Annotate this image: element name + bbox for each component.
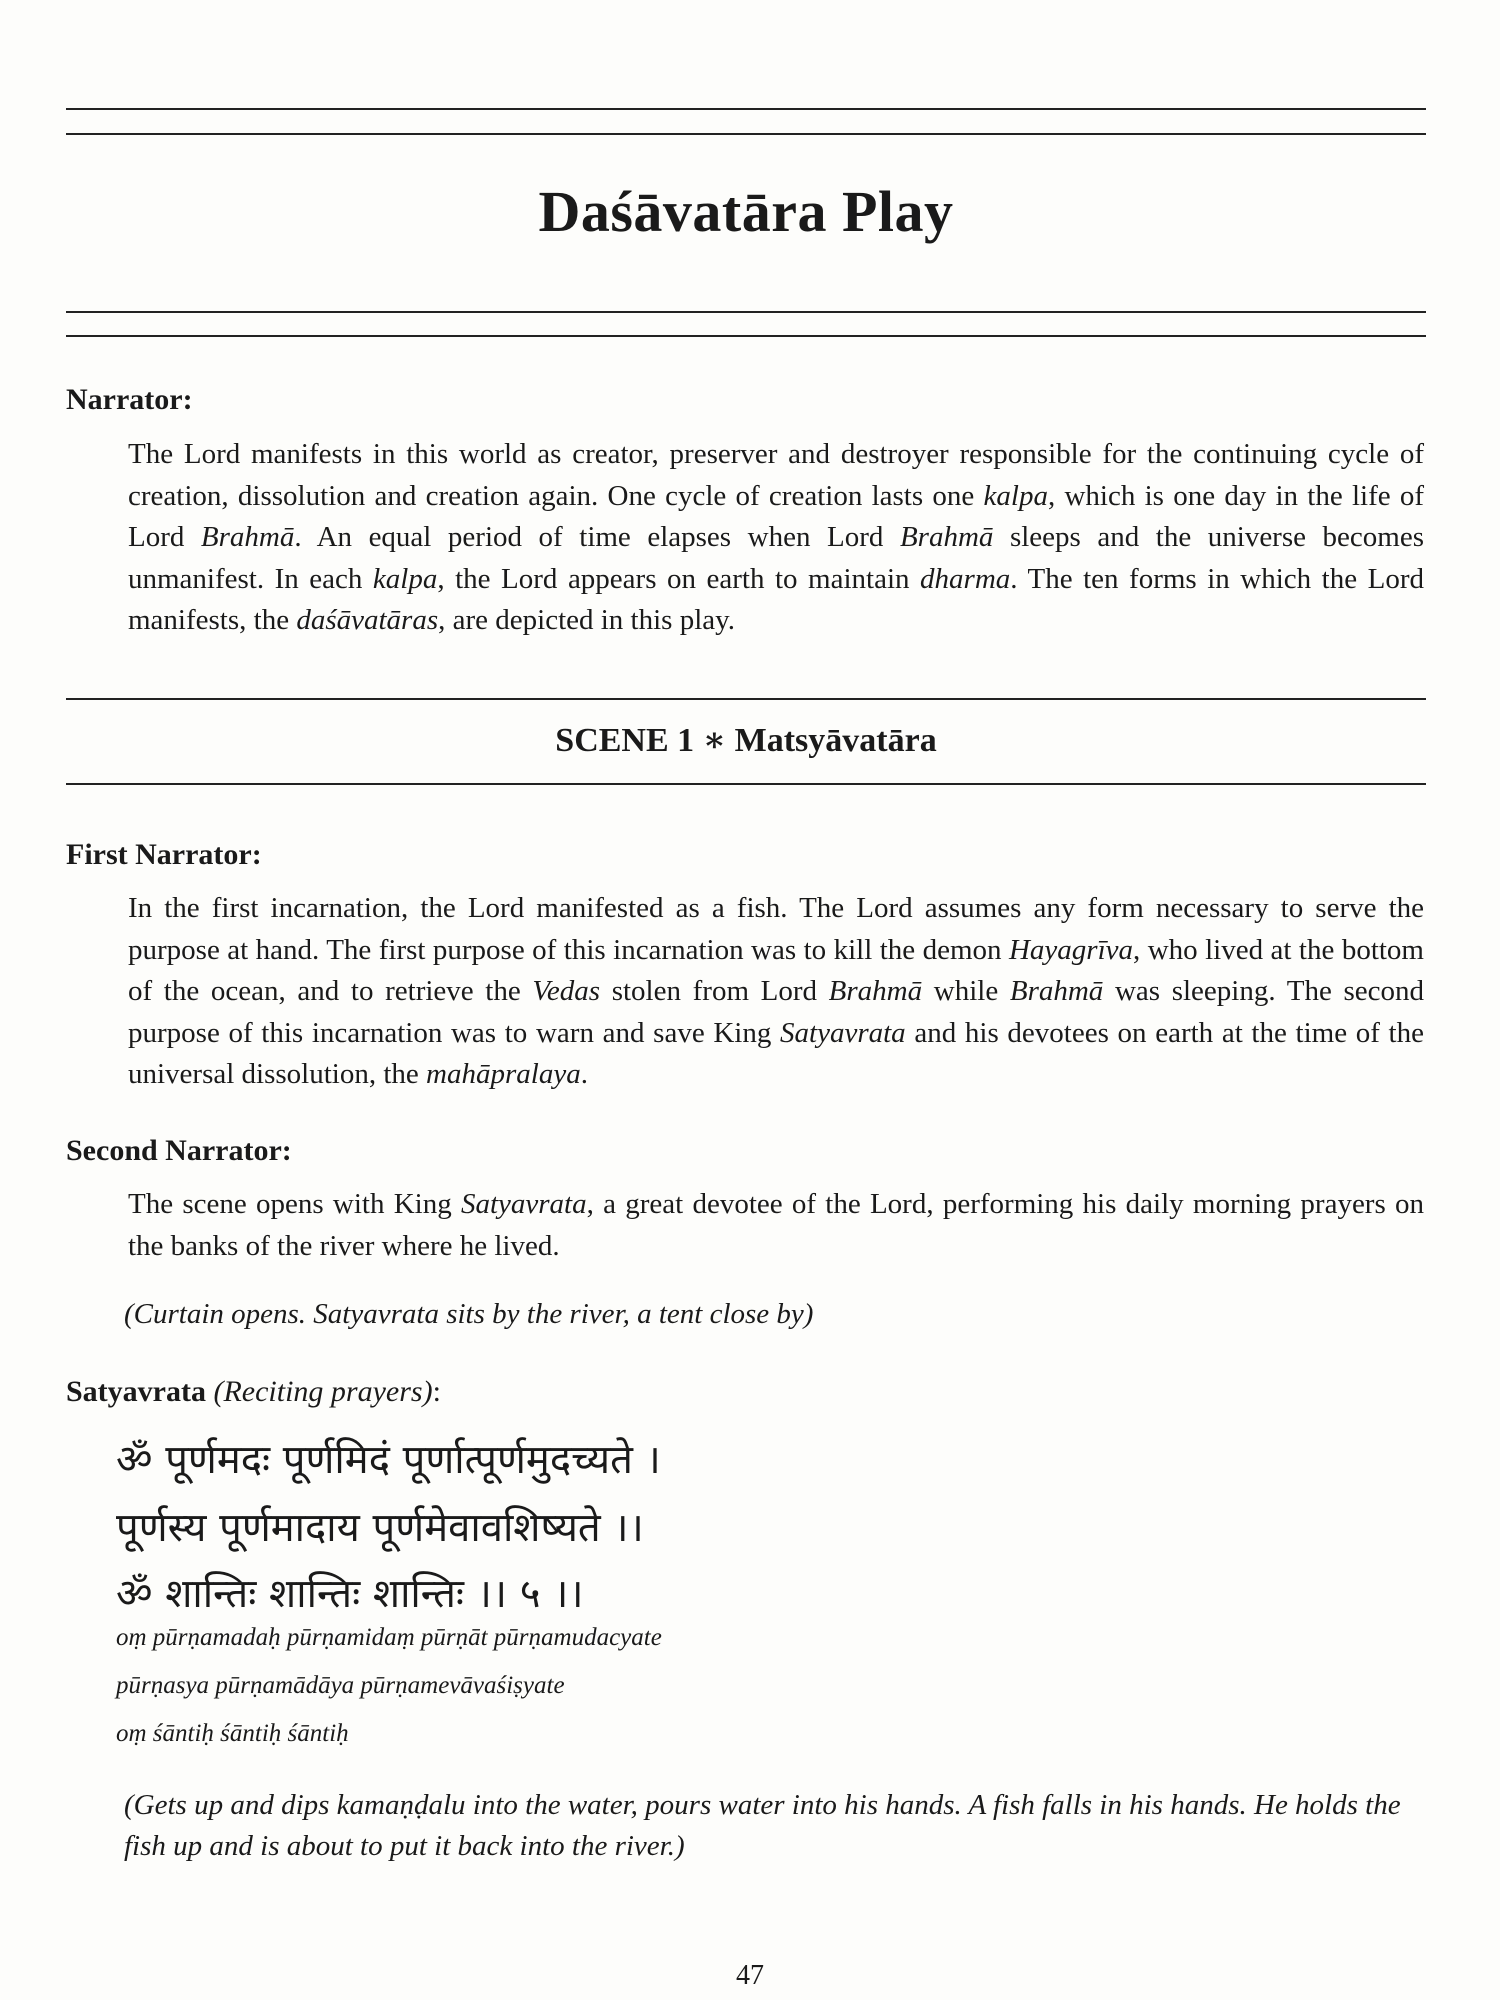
text-segment: , are depicted in this play. [438, 604, 736, 636]
top-rule-2 [66, 133, 1426, 135]
italic-term: Satyavrata [460, 1188, 587, 1220]
devanagari-line-3: ॐ शान्तिः शान्तिः शान्तिः ।। ५ ।। [116, 1571, 584, 1617]
intro-paragraph [128, 434, 1424, 642]
text-segment: sleeps and the universe becomes unmanifest. In each [128, 521, 1425, 595]
scene-heading: SCENE 1 ∗ Matsyāvatāra [555, 722, 937, 759]
first-narrator-paragraph [128, 888, 1424, 1096]
text-segment: was sleeping. The second purpose of this incarnation was to warn and save King [128, 975, 1424, 1049]
italic-term: dharma [920, 562, 1011, 595]
second-narrator-paragraph [128, 1184, 1424, 1267]
text-segment: , the Lord appears on earth to maintain [437, 562, 921, 595]
narrator-label: Narrator: [66, 383, 193, 416]
italic-term: Brahmā [828, 975, 923, 1007]
scene-rule-bottom [66, 783, 1426, 785]
devanagari-line-2: पूर्णस्य पूर्णमादाय पूर्णमेवावशिष्यते ।। [116, 1505, 644, 1551]
text-segment: In the first incarnation, the Lord manifested as a fish. The Lord assumes any form necessary to serve the purpose at hand. The first purpose of this incarnation was to kill the demon [128, 892, 1424, 966]
text-segment: . [580, 1058, 588, 1090]
text-segment: while [922, 975, 1010, 1007]
text-segment: , who lived at the bottom of the ocean, and to retrieve the [128, 933, 1424, 1007]
satyavrata-label [66, 1375, 441, 1409]
text-segment: and his devotees on earth at the time of the universal dissolution, the [128, 1016, 1424, 1090]
top-rule-1 [66, 108, 1426, 110]
italic-term: Brahmā [899, 521, 994, 553]
text-segment: . An equal period of time elapses when Lord [294, 521, 900, 553]
italic-term: Vedas [532, 975, 601, 1007]
transliteration-line-1: oṃ pūrṇamadaḥ pūrṇamidaṃ pūrṇāt pūrṇamudacyate [116, 1624, 662, 1651]
first-narrator-label: First Narrator: [66, 838, 262, 871]
italic-term: Satyavrata [780, 1016, 906, 1049]
page-number: 47 [736, 1960, 764, 1991]
italic-term: kalpa [983, 479, 1048, 512]
title-rule-2 [66, 335, 1426, 337]
scene-rule-top [66, 698, 1426, 700]
text-segment: , a great devotee of the Lord, performing his daily morning prayers on the banks of the river where he lived. [128, 1188, 1425, 1262]
text-segment: . The ten forms in which the Lord manifests, the [128, 562, 1424, 636]
satyavrata-name: Satyavrata [66, 1375, 206, 1408]
text-segment: The scene opens with King [128, 1188, 461, 1220]
italic-term: mahāpralaya [426, 1058, 581, 1090]
curtain-stage-direction: (Curtain opens. Satyavrata sits by the river, a tent close by) [124, 1298, 814, 1330]
page-title: Daśāvatāra Play [538, 179, 954, 244]
text-segment: stolen from Lord [600, 975, 829, 1007]
second-narrator-label: Second Narrator: [66, 1134, 292, 1167]
satyavrata-colon: : [432, 1375, 441, 1408]
text-segment: The Lord manifests in this world as creator, preserver and destroyer responsible for the continuing cycle of creation, dissolution and creation again. One cycle of creation lasts one [128, 438, 1424, 512]
satyavrata-direction: (Reciting prayers) [213, 1375, 433, 1408]
italic-term: Brahmā [1009, 975, 1104, 1007]
italic-term: Brahmā [200, 521, 295, 553]
transliteration-line-2: pūrṇasya pūrṇamādāya pūrṇamevāvaśiṣyate [116, 1672, 565, 1699]
devanagari-line-1: ॐ पूर्णमदः पूर्णमिदं पूर्णात्पूर्णमुदच्यते । [116, 1437, 661, 1483]
text-segment: , which is one day in the life of Lord [128, 479, 1425, 553]
italic-term: Hayagrīva [1008, 933, 1134, 966]
title-rule-1 [66, 311, 1426, 313]
fish-stage-direction: (Gets up and dips kamaṇḍalu into the water, pours water into his hands. A fish falls in his hands. He holds the fish up and is about to put it back into the river.) [124, 1789, 1401, 1862]
italic-term: kalpa [372, 562, 438, 595]
transliteration-line-3: oṃ śāntiḥ śāntiḥ śāntiḥ [116, 1720, 349, 1747]
italic-term: daśāvatāras [296, 604, 439, 636]
